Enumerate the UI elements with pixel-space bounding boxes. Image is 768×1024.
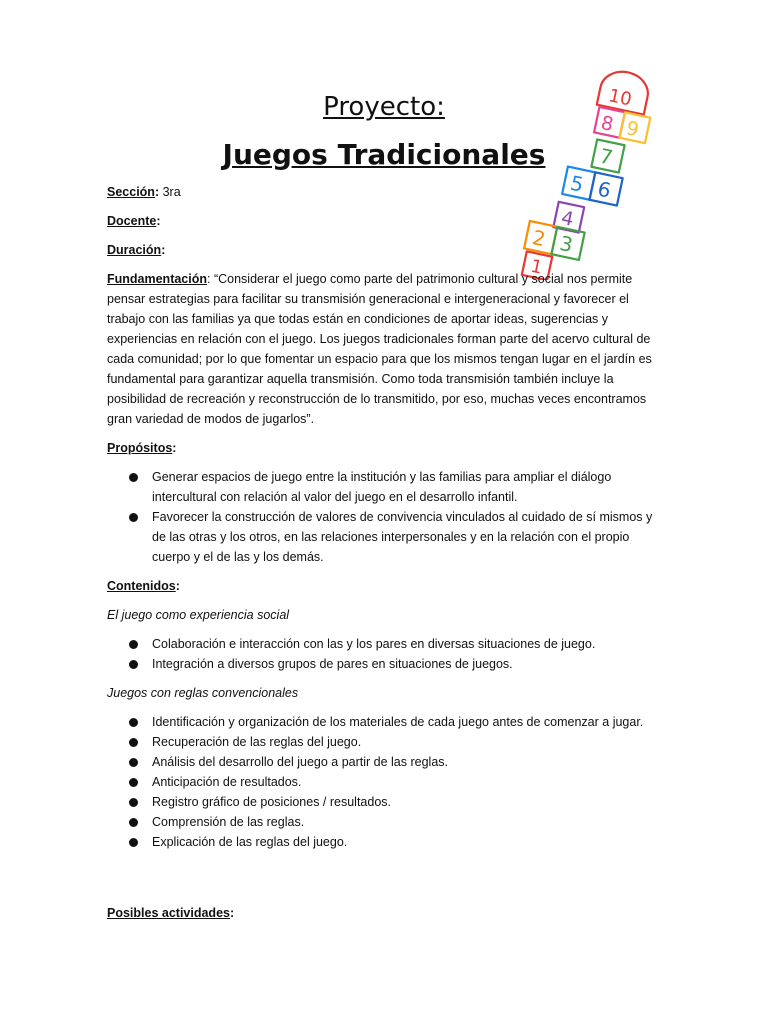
list-item: Integración a diversos grupos de pares en situaciones de juegos. bbox=[107, 654, 667, 674]
contenidos-group1-list bbox=[107, 634, 667, 674]
propositos-heading: Propósitos: bbox=[107, 441, 177, 455]
bullet-icon bbox=[129, 738, 138, 747]
bullet-icon bbox=[129, 798, 138, 807]
hop-cell-7: 7 bbox=[597, 143, 615, 170]
list-item: Favorecer la construcción de valores de convivencia vinculados al cuidado de sí mismos y de las otras y los otros, en las relaciones interpersonales y en la relación con el propio cuerpo y el de las y los demás. bbox=[107, 507, 667, 567]
list-item: Recuperación de las reglas del juego. bbox=[107, 732, 667, 752]
document-body bbox=[107, 182, 667, 932]
seccion-field: Sección: 3ra bbox=[107, 185, 181, 199]
contenidos-group2-title: Juegos con reglas convencionales bbox=[107, 686, 299, 700]
seccion-label: Sección bbox=[107, 185, 155, 199]
hop-cell-3: 3 bbox=[557, 230, 575, 258]
actividades-heading: Posibles actividades: bbox=[107, 906, 235, 920]
bullet-icon bbox=[129, 718, 138, 727]
fundamentacion-label: Fundamentación bbox=[107, 272, 208, 286]
project-title: Juegos Tradicionales bbox=[222, 138, 546, 171]
list-item: Explicación de las reglas del juego. bbox=[107, 832, 667, 852]
list-item: Comprensión de las reglas. bbox=[107, 812, 667, 832]
bullet-icon bbox=[129, 473, 138, 482]
propositos-list bbox=[107, 467, 667, 567]
hop-cell-10: 10 bbox=[606, 85, 634, 111]
list-item: Registro gráfico de posiciones / resultados. bbox=[107, 792, 667, 812]
docente-field: Docente: bbox=[107, 214, 161, 228]
bullet-icon bbox=[129, 818, 138, 827]
bullet-icon bbox=[129, 660, 138, 669]
list-item: Anticipación de resultados. bbox=[107, 772, 667, 792]
hop-cell-4: 4 bbox=[559, 206, 576, 231]
fundamentacion-text: “Considerar el juego como parte del patrimonio cultural y social nos permite pensar estrategias para facilitar su transmisión generacional e intergeneracional y favorecer el trabajo con las familias ya que todas están en condiciones de aportar ideas, sugerencias y experiencias en relación con el juego. Los juegos tradicionales forman parte del acervo cultural de cada comunidad; por lo que fomentar un espacio para que los mismos tengan lugar en el jardín es fundamental para garantizar aquella transmisión. Como toda transmisión también incluye la posibilidad de recreación y reconstrucción de lo transmitido, por eso, muchas veces encontramos gran variedad de modos de jugarlos”. bbox=[107, 272, 652, 426]
list-item: Identificación y organización de los materiales de cada juego antes de comenzar a jugar. bbox=[107, 712, 667, 732]
contenidos-heading: Contenidos: bbox=[107, 579, 180, 593]
list-item: Generar espacios de juego entre la institución y las familias para ampliar el diálogo intercultural con relación al valor del juego en el desarrollo infantil. bbox=[107, 467, 667, 507]
contenidos-group2-list bbox=[107, 712, 667, 852]
project-heading: Proyecto: bbox=[323, 92, 445, 122]
fundamentacion-paragraph: Fundamentación: “Considerar el juego como parte del patrimonio cultural y social nos permite pensar estrategias para facilitar su transmisión generacional e intergeneracional y favorecer el trabajo con las familias ya que todas están en condiciones de aportar ideas, sugerencias y experiencias en relación con el juego. Los juegos tradicionales forman parte del acervo cultural de cada comunidad; por lo que fomentar un espacio para que los mismos tengan lugar en el jardín es fundamental para garantizar aquella transmisión. Como toda transmisión también incluye la posibilidad de recreación y reconstrucción de lo transmitido, por eso, muchas veces encontramos gran variedad de modos de jugarlos”. bbox=[107, 272, 652, 426]
hop-cell-8: 8 bbox=[598, 111, 616, 136]
hop-cell-2: 2 bbox=[530, 225, 548, 252]
seccion-value: 3ra bbox=[162, 185, 181, 199]
bullet-icon bbox=[129, 640, 138, 649]
bullet-icon bbox=[129, 838, 138, 847]
list-item: Análisis del desarrollo del juego a partir de las reglas. bbox=[107, 752, 667, 772]
bullet-icon bbox=[129, 758, 138, 767]
hop-cell-5: 5 bbox=[568, 170, 586, 197]
duracion-field: Duración: bbox=[107, 243, 166, 257]
list-item: Colaboración e interacción con las y los pares en diversas situaciones de juego. bbox=[107, 634, 667, 654]
contenidos-group1-title: El juego como experiencia social bbox=[107, 608, 290, 622]
duracion-label: Duración bbox=[107, 243, 162, 257]
hop-cell-6: 6 bbox=[595, 176, 614, 203]
bullet-icon bbox=[129, 778, 138, 787]
docente-label: Docente bbox=[107, 214, 157, 228]
hop-cell-1: 1 bbox=[528, 255, 545, 279]
bullet-icon bbox=[129, 513, 138, 522]
hop-cell-9: 9 bbox=[624, 117, 641, 142]
